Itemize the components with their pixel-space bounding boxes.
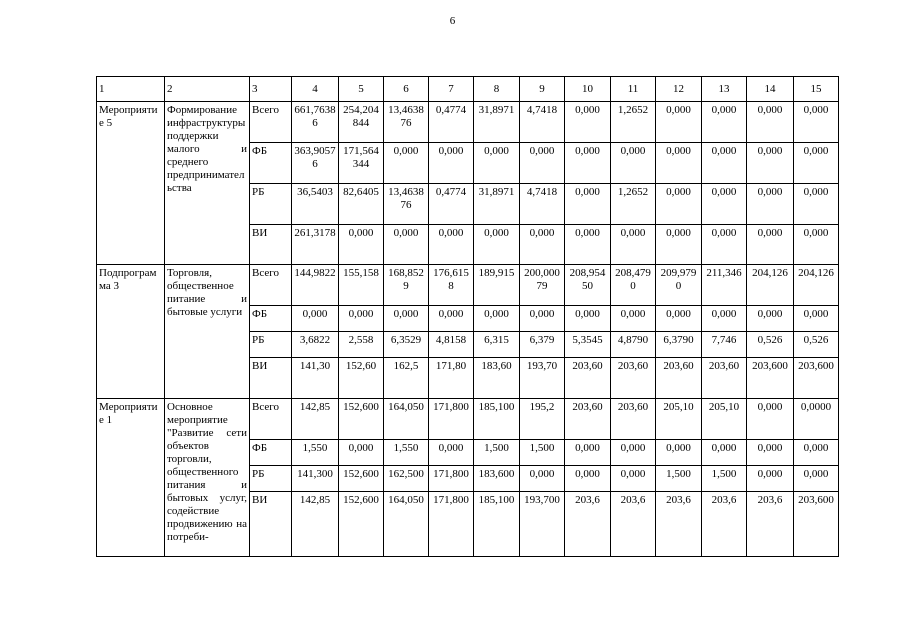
column-header: 7 <box>429 77 474 102</box>
value-cell: 144,9822 <box>292 265 339 306</box>
value-cell: 142,85 <box>292 492 339 557</box>
value-cell: 203,6 <box>611 492 656 557</box>
value-cell: 31,8971 <box>474 102 520 143</box>
value-cell: 0,000 <box>702 102 747 143</box>
value-cell: 1,500 <box>702 466 747 492</box>
value-cell: 0,000 <box>747 225 794 265</box>
value-cell: 205,10 <box>702 399 747 440</box>
value-cell: 185,100 <box>474 399 520 440</box>
value-cell: 162,5 <box>384 358 429 399</box>
value-cell: 0,000 <box>611 143 656 184</box>
value-cell: 171,80 <box>429 358 474 399</box>
column-header: 4 <box>292 77 339 102</box>
value-cell: 0,000 <box>384 143 429 184</box>
column-header: 15 <box>794 77 839 102</box>
table-row <box>97 399 839 440</box>
funding-source: ФБ <box>250 143 292 184</box>
value-cell: 0,000 <box>292 306 339 332</box>
funding-source: РБ <box>250 184 292 225</box>
value-cell: 0,000 <box>656 306 702 332</box>
value-cell: 0,526 <box>747 332 794 358</box>
value-cell: 171,564344 <box>339 143 384 184</box>
value-cell: 209,9790 <box>656 265 702 306</box>
value-cell: 195,2 <box>520 399 565 440</box>
value-cell: 193,70 <box>520 358 565 399</box>
value-cell: 183,600 <box>474 466 520 492</box>
value-cell: 4,8158 <box>429 332 474 358</box>
value-cell: 0,000 <box>656 184 702 225</box>
page-number: 6 <box>449 15 456 27</box>
value-cell: 203,6 <box>656 492 702 557</box>
value-cell: 200,00079 <box>520 265 565 306</box>
value-cell: 208,95450 <box>565 265 611 306</box>
value-cell: 4,7418 <box>520 102 565 143</box>
column-header: 10 <box>565 77 611 102</box>
value-cell: 211,346 <box>702 265 747 306</box>
funding-source: Всего <box>250 265 292 306</box>
value-cell: 363,90576 <box>292 143 339 184</box>
value-cell: 0,000 <box>656 102 702 143</box>
item-label: Мероприятие 5 <box>97 102 165 265</box>
value-cell: 142,85 <box>292 399 339 440</box>
value-cell: 152,60 <box>339 358 384 399</box>
column-header: 6 <box>384 77 429 102</box>
value-cell: 0,000 <box>520 225 565 265</box>
value-cell: 203,60 <box>565 399 611 440</box>
value-cell: 0,000 <box>794 102 839 143</box>
value-cell: 0,000 <box>565 225 611 265</box>
value-cell: 0,000 <box>384 225 429 265</box>
value-cell: 204,126 <box>794 265 839 306</box>
value-cell: 203,60 <box>656 358 702 399</box>
value-cell: 203,6 <box>702 492 747 557</box>
value-cell: 189,915 <box>474 265 520 306</box>
value-cell: 0,000 <box>794 225 839 265</box>
column-header: 3 <box>250 77 292 102</box>
value-cell: 152,600 <box>339 466 384 492</box>
value-cell: 0,000 <box>611 225 656 265</box>
value-cell: 0,000 <box>520 306 565 332</box>
value-cell: 203,600 <box>747 358 794 399</box>
value-cell: 141,30 <box>292 358 339 399</box>
column-header: 1 <box>97 77 165 102</box>
column-header: 13 <box>702 77 747 102</box>
value-cell: 0,000 <box>520 143 565 184</box>
value-cell: 0,000 <box>747 306 794 332</box>
table-row <box>97 102 839 143</box>
value-cell: 183,60 <box>474 358 520 399</box>
value-cell: 0,000 <box>747 399 794 440</box>
value-cell: 0,000 <box>747 440 794 466</box>
value-cell: 6,379 <box>520 332 565 358</box>
value-cell: 0,000 <box>429 225 474 265</box>
value-cell: 152,600 <box>339 399 384 440</box>
value-cell: 5,3545 <box>565 332 611 358</box>
value-cell: 0,4774 <box>429 184 474 225</box>
value-cell: 0,000 <box>565 440 611 466</box>
funding-source: ФБ <box>250 440 292 466</box>
column-header: 5 <box>339 77 384 102</box>
value-cell: 0,000 <box>565 466 611 492</box>
value-cell: 203,60 <box>611 358 656 399</box>
value-cell: 0,000 <box>656 225 702 265</box>
funding-source: Всего <box>250 102 292 143</box>
value-cell: 0,000 <box>565 184 611 225</box>
value-cell: 0,000 <box>747 466 794 492</box>
value-cell: 0,000 <box>474 306 520 332</box>
value-cell: 1,550 <box>384 440 429 466</box>
value-cell: 0,000 <box>702 306 747 332</box>
value-cell: 31,8971 <box>474 184 520 225</box>
item-label: Подпрограмма 3 <box>97 265 165 399</box>
header-row <box>97 77 839 102</box>
funding-source: РБ <box>250 466 292 492</box>
value-cell: 7,746 <box>702 332 747 358</box>
value-cell: 0,526 <box>794 332 839 358</box>
value-cell: 0,000 <box>339 225 384 265</box>
value-cell: 661,76386 <box>292 102 339 143</box>
value-cell: 203,60 <box>702 358 747 399</box>
value-cell: 0,000 <box>565 102 611 143</box>
value-cell: 0,000 <box>702 143 747 184</box>
value-cell: 1,2652 <box>611 102 656 143</box>
value-cell: 82,6405 <box>339 184 384 225</box>
budget-table <box>96 76 839 557</box>
funding-source: РБ <box>250 332 292 358</box>
value-cell: 6,315 <box>474 332 520 358</box>
value-cell: 0,000 <box>565 306 611 332</box>
value-cell: 0,000 <box>611 466 656 492</box>
value-cell: 208,4790 <box>611 265 656 306</box>
value-cell: 3,6822 <box>292 332 339 358</box>
value-cell: 0,000 <box>656 143 702 184</box>
value-cell: 0,000 <box>429 143 474 184</box>
value-cell: 0,000 <box>565 143 611 184</box>
value-cell: 171,800 <box>429 399 474 440</box>
value-cell: 0,4774 <box>429 102 474 143</box>
column-header: 14 <box>747 77 794 102</box>
column-header: 8 <box>474 77 520 102</box>
value-cell: 204,126 <box>747 265 794 306</box>
value-cell: 1,2652 <box>611 184 656 225</box>
funding-source: ВИ <box>250 492 292 557</box>
funding-source: ВИ <box>250 358 292 399</box>
value-cell: 168,8529 <box>384 265 429 306</box>
value-cell: 0,000 <box>339 440 384 466</box>
value-cell: 0,000 <box>384 306 429 332</box>
value-cell: 203,6 <box>747 492 794 557</box>
value-cell: 152,600 <box>339 492 384 557</box>
value-cell: 141,300 <box>292 466 339 492</box>
value-cell: 0,000 <box>429 306 474 332</box>
value-cell: 0,000 <box>794 143 839 184</box>
value-cell: 0,000 <box>747 102 794 143</box>
value-cell: 176,6158 <box>429 265 474 306</box>
value-cell: 203,600 <box>794 358 839 399</box>
value-cell: 1,500 <box>656 466 702 492</box>
value-cell: 4,7418 <box>520 184 565 225</box>
funding-source: Всего <box>250 399 292 440</box>
value-cell: 261,3178 <box>292 225 339 265</box>
column-header: 11 <box>611 77 656 102</box>
value-cell: 185,100 <box>474 492 520 557</box>
funding-source: ФБ <box>250 306 292 332</box>
item-label: Мероприятие 1 <box>97 399 165 557</box>
value-cell: 203,60 <box>611 399 656 440</box>
value-cell: 155,158 <box>339 265 384 306</box>
column-header: 2 <box>165 77 250 102</box>
value-cell: 0,000 <box>520 466 565 492</box>
value-cell: 203,60 <box>565 358 611 399</box>
value-cell: 0,000 <box>702 184 747 225</box>
value-cell: 13,463876 <box>384 102 429 143</box>
value-cell: 0,000 <box>656 440 702 466</box>
column-header: 12 <box>656 77 702 102</box>
value-cell: 0,000 <box>474 225 520 265</box>
value-cell: 0,000 <box>702 440 747 466</box>
value-cell: 203,6 <box>565 492 611 557</box>
value-cell: 254,204844 <box>339 102 384 143</box>
value-cell: 36,5403 <box>292 184 339 225</box>
value-cell: 0,000 <box>611 306 656 332</box>
value-cell: 1,550 <box>292 440 339 466</box>
table-row <box>97 265 839 306</box>
value-cell: 13,463876 <box>384 184 429 225</box>
funding-source: ВИ <box>250 225 292 265</box>
value-cell: 2,558 <box>339 332 384 358</box>
value-cell: 1,500 <box>520 440 565 466</box>
value-cell: 193,700 <box>520 492 565 557</box>
item-description: Торговля, общественное питание и бытовые услуги <box>165 265 250 399</box>
value-cell: 162,500 <box>384 466 429 492</box>
value-cell: 203,600 <box>794 492 839 557</box>
value-cell: 6,3529 <box>384 332 429 358</box>
value-cell: 4,8790 <box>611 332 656 358</box>
item-description: Основное мероприятие "Развитие сети объектов торговли, общественного питания и бытовых услуг, содействие продвижению на потреби- <box>165 399 250 557</box>
value-cell: 0,000 <box>794 440 839 466</box>
value-cell: 0,000 <box>794 184 839 225</box>
value-cell: 0,0000 <box>794 399 839 440</box>
value-cell: 164,050 <box>384 492 429 557</box>
value-cell: 171,800 <box>429 492 474 557</box>
value-cell: 6,3790 <box>656 332 702 358</box>
value-cell: 171,800 <box>429 466 474 492</box>
value-cell: 0,000 <box>747 143 794 184</box>
value-cell: 0,000 <box>429 440 474 466</box>
value-cell: 0,000 <box>611 440 656 466</box>
value-cell: 0,000 <box>794 306 839 332</box>
value-cell: 205,10 <box>656 399 702 440</box>
value-cell: 0,000 <box>747 184 794 225</box>
column-header: 9 <box>520 77 565 102</box>
item-description: Формирование инфраструктуры поддержки малого и среднего предпринимательства <box>165 102 250 265</box>
value-cell: 164,050 <box>384 399 429 440</box>
value-cell: 0,000 <box>474 143 520 184</box>
value-cell: 1,500 <box>474 440 520 466</box>
value-cell: 0,000 <box>339 306 384 332</box>
value-cell: 0,000 <box>794 466 839 492</box>
value-cell: 0,000 <box>702 225 747 265</box>
